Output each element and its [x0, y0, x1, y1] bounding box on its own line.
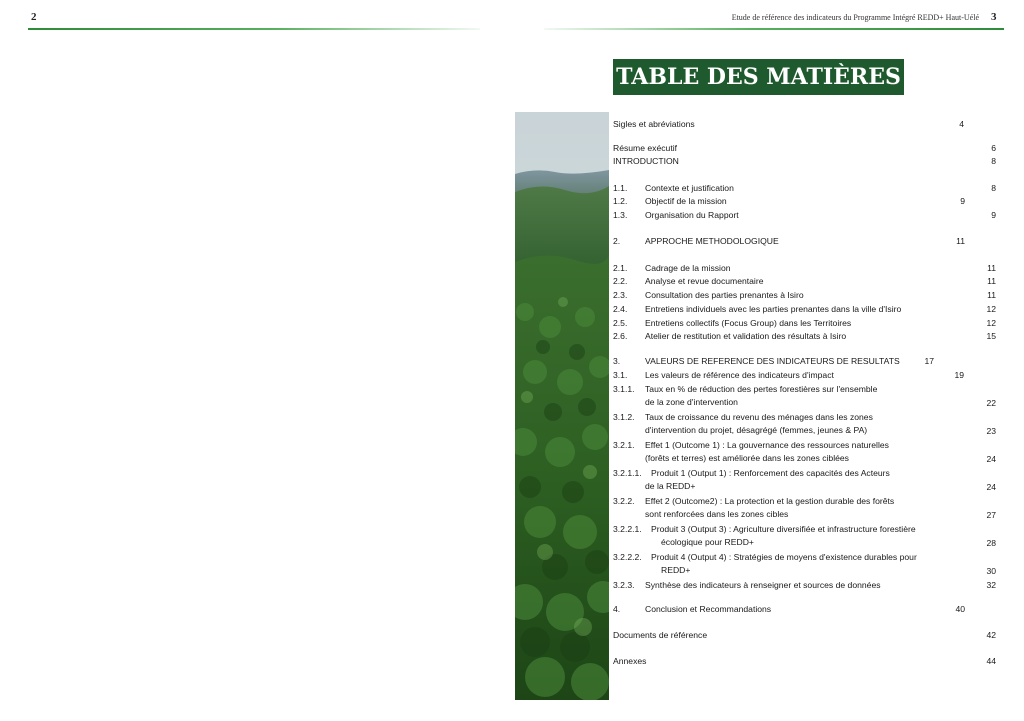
toc-entry-title: Taux en % de réduction des pertes forestières sur l'ensemble — [645, 384, 878, 394]
toc-page-number: 30 — [986, 566, 996, 576]
toc-entry-title-continued: (forêts et terres) est améliorée dans les zones ciblées — [645, 453, 849, 463]
toc-entry-title: Consultation des parties prenantes à Isiro — [645, 290, 804, 300]
toc-entry-number: 3.2.2. — [613, 496, 635, 506]
toc-page-number: 11 — [987, 290, 996, 300]
toc-entry-title: Atelier de restitution et validation des résultats à Isiro — [645, 331, 847, 341]
toc-page-number: 24 — [986, 454, 996, 464]
toc-entry-title-continued: écologique pour REDD+ — [661, 537, 754, 547]
toc-entry-number: 1.1. — [613, 183, 628, 193]
toc-entry[interactable] — [613, 524, 973, 546]
toc-page-number: 8 — [991, 156, 996, 166]
toc-entry-number: 2.4. — [613, 304, 628, 314]
toc-entry-number: 4. — [613, 604, 621, 614]
toc-entry-number: 1.3. — [613, 210, 628, 220]
toc-page-number: 8 — [991, 183, 996, 193]
toc-entry-number: 2.2. — [613, 276, 628, 286]
toc-entry-title: Résume exécutif — [613, 143, 678, 153]
toc-page-number: 27 — [986, 510, 996, 520]
toc-page-number: 12 — [986, 318, 996, 328]
toc-entry-title: Les valeurs de référence des indicateurs d'impact — [645, 370, 834, 380]
toc-entry-title: Analyse et revue documentaire — [645, 276, 764, 286]
toc-entry-number: 3. — [613, 356, 621, 366]
toc-entry-title: Produit 4 (Output 4) : Stratégies de moyens d'existence durables pour — [651, 552, 917, 562]
toc-entry-title-continued: sont renforcées dans les zones cibles — [645, 509, 789, 519]
toc-entry-title: Taux de croissance du revenu des ménages dans les zones — [645, 412, 873, 422]
toc-page-number: 12 — [986, 304, 996, 314]
toc-entry[interactable] — [613, 468, 973, 490]
toc-title: TABLE DES MATIÈRES — [613, 59, 904, 95]
toc-entry[interactable] — [613, 496, 973, 518]
toc-page-number: 44 — [986, 656, 996, 666]
toc-entry-title: Sigles et abréviations — [613, 119, 695, 129]
toc-page-number: 42 — [986, 630, 996, 640]
toc-entry-title: INTRODUCTION — [613, 156, 679, 166]
toc-page-number: 24 — [986, 482, 996, 492]
running-header: Etude de référence des indicateurs du Programme Intégré REDD+ Haut-Uélé — [731, 13, 979, 22]
toc-page-number: 17 — [924, 356, 934, 366]
toc-entry-title: APPROCHE METHODOLOGIQUE — [645, 236, 779, 246]
toc-page-number: 22 — [986, 398, 996, 408]
toc-page-number: 6 — [991, 143, 996, 153]
toc-entry-number: 2.6. — [613, 331, 628, 341]
toc-entry-title-continued: de la REDD+ — [645, 481, 696, 491]
toc-page-number: 11 — [987, 276, 996, 286]
toc-entry-number: 3.1.2. — [613, 412, 635, 422]
toc-entry-title: Cadrage de la mission — [645, 263, 731, 273]
toc-entry[interactable] — [613, 412, 973, 434]
toc-entry-number: 3.1. — [613, 370, 628, 380]
toc-entry-title: Contexte et justification — [645, 183, 734, 193]
toc-entry-title: Documents de référence — [613, 630, 708, 640]
toc-entry[interactable] — [613, 384, 973, 406]
forest-landscape-photo — [515, 112, 609, 700]
toc-entry-number: 3.2.1.1. — [613, 468, 642, 478]
toc-page-number: 40 — [955, 604, 965, 614]
toc-entry-title: Objectif de la mission — [645, 196, 727, 206]
toc-entry-number: 2.5. — [613, 318, 628, 328]
toc-entry-title: Entretiens individuels avec les parties prenantes dans la ville d'Isiro — [645, 304, 902, 314]
toc-entry-title: Organisation du Rapport — [645, 210, 739, 220]
toc-page-number: 11 — [987, 263, 996, 273]
header-rule-left — [28, 28, 480, 30]
toc-entry-number: 3.2.2.1. — [613, 524, 642, 534]
toc-entry-number: 3.2.2.2. — [613, 552, 642, 562]
toc-page-number: 32 — [986, 580, 996, 590]
header-rule-right — [544, 28, 1004, 30]
toc-entry-title-continued: de la zone d'intervention — [645, 397, 738, 407]
toc-entry-title: Synthèse des indicateurs à renseigner et sources de données — [645, 580, 881, 590]
toc-entry-title: Produit 1 (Output 1) : Renforcement des capacités des Acteurs — [651, 468, 890, 478]
toc-entry-title-continued: d'intervention du projet, désagrégé (femmes, jeunes & PA) — [645, 425, 868, 435]
toc-entry-title: Effet 2 (Outcome2) : La protection et la gestion durable des forêts — [645, 496, 895, 506]
toc-entry-title: Produit 3 (Output 3) : Agriculture diversifiée et infrastructure forestière — [651, 524, 916, 534]
toc-entry-number: 2.3. — [613, 290, 628, 300]
toc-entry-number: 3.1.1. — [613, 384, 635, 394]
toc-entry-title: VALEURS DE REFERENCE DES INDICATEURS DE RESULTATS — [645, 356, 900, 366]
toc-entry-number: 2.1. — [613, 263, 628, 273]
toc-entry-number: 3.2.3. — [613, 580, 635, 590]
toc-entry[interactable] — [613, 552, 973, 574]
toc-page-number: 15 — [986, 331, 996, 341]
toc-entry-title: Effet 1 (Outcome 1) : La gouvernance des ressources naturelles — [645, 440, 889, 450]
toc-page-number: 19 — [954, 370, 964, 380]
toc-page-number: 4 — [959, 119, 964, 129]
toc-page-number: 11 — [956, 236, 965, 246]
left-page-number: 2 — [31, 11, 37, 23]
toc-page-number: 23 — [986, 426, 996, 436]
toc-entry-number: 2. — [613, 236, 621, 246]
toc-entry-title: Annexes — [613, 656, 647, 666]
toc-entry-title-continued: REDD+ — [661, 565, 691, 575]
toc-entry[interactable] — [613, 440, 973, 462]
right-page-number: 3 — [991, 11, 997, 23]
toc-entry-title: Conclusion et Recommandations — [645, 604, 772, 614]
toc-entry-number: 1.2. — [613, 196, 628, 206]
toc-page-number: 9 — [960, 196, 965, 206]
toc-entry-title: Entretiens collectifs (Focus Group) dans les Territoires — [645, 318, 852, 328]
toc-page-number: 9 — [991, 210, 996, 220]
toc-page-number: 28 — [986, 538, 996, 548]
toc-entry-number: 3.2.1. — [613, 440, 635, 450]
